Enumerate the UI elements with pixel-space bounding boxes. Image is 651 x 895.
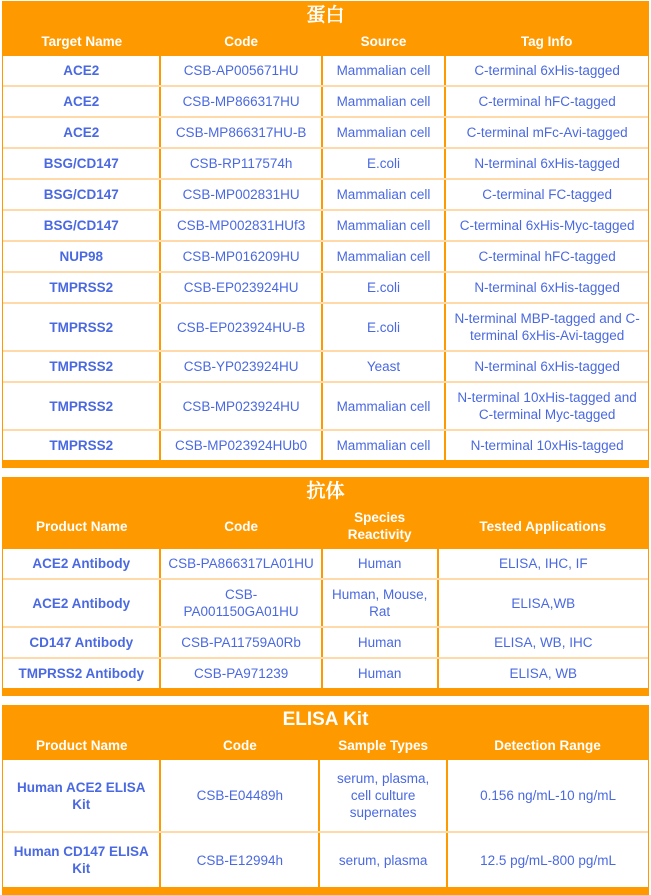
- column-header-tested-applications: Tested Applications: [479, 518, 607, 534]
- table-cell: C-terminal mFc-Avi-tagged: [445, 117, 648, 148]
- row-name-cell: ACE2: [3, 86, 160, 117]
- table-cell: Mammalian cell: [322, 430, 445, 460]
- antibody-table-title: 抗体: [306, 481, 345, 502]
- row-name-cell: ACE2 Antibody: [3, 579, 160, 627]
- table-row: [3, 86, 648, 117]
- elisa-kit-table-header-row: [3, 735, 648, 760]
- elisa-kit-table-title: ELISA Kit: [282, 709, 369, 730]
- column-header-sample-types: Sample Types: [338, 738, 429, 753]
- protein-table-header-row: [3, 31, 648, 56]
- table-cell: C-terminal FC-tagged: [445, 179, 648, 210]
- table-cell: CSB-MP866317HU: [160, 86, 321, 117]
- row-name-cell: CD147 Antibody: [3, 627, 160, 658]
- table-row: [3, 658, 648, 688]
- table-cell: Human: [322, 627, 438, 658]
- table-cell: CSB-EP023924HU: [160, 272, 321, 303]
- table-cell: CSB-MP866317HU-B: [160, 117, 321, 148]
- table-cell: serum, plasma: [319, 832, 447, 887]
- table-cell: 12.5 pg/mL-800 pg/mL: [447, 832, 648, 887]
- table-cell: Mammalian cell: [322, 382, 445, 430]
- table-cell: CSB-AP005671HU: [160, 56, 321, 86]
- table-cell: Mammalian cell: [322, 179, 445, 210]
- table-row: [3, 832, 648, 887]
- column-header-tag-info: Tag Info: [520, 34, 573, 49]
- table-cell: Human: [322, 658, 438, 688]
- table-row: [3, 241, 648, 272]
- protein-table-section: [2, 1, 649, 468]
- row-name-cell: ACE2: [3, 117, 160, 148]
- table-cell: CSB-PA001150GA01HU: [160, 579, 321, 627]
- table-row: [3, 579, 648, 627]
- table-cell: Human: [322, 549, 438, 579]
- column-header-product-name: Product Name: [35, 518, 128, 534]
- table-cell: 0.156 ng/mL-10 ng/mL: [447, 760, 648, 832]
- row-name-cell: BSG/CD147: [3, 210, 160, 241]
- table-cell: ELISA, WB: [438, 658, 648, 688]
- row-name-cell: Human ACE2 ELISA Kit: [3, 760, 160, 832]
- table-cell: C-terminal hFC-tagged: [445, 86, 648, 117]
- table-cell: CSB-PA971239: [160, 658, 321, 688]
- column-header-code: Code: [224, 518, 258, 534]
- row-name-cell: BSG/CD147: [3, 148, 160, 179]
- table-cell: N-terminal MBP-tagged and C-terminal 6xHis-Avi-tagged: [445, 303, 648, 351]
- table-cell: CSB-PA866317LA01HU: [160, 549, 321, 579]
- column-header-product-name: Product Name: [35, 738, 128, 753]
- row-name-cell: BSG/CD147: [3, 179, 160, 210]
- table-cell: E.coli: [322, 148, 445, 179]
- row-name-cell: NUP98: [3, 241, 160, 272]
- column-header-code: Code: [224, 34, 258, 49]
- table-cell: N-terminal 6xHis-tagged: [445, 272, 648, 303]
- table-cell: ELISA,WB: [438, 579, 648, 627]
- row-name-cell: TMPRSS2: [3, 303, 160, 351]
- row-name-cell: TMPRSS2: [3, 382, 160, 430]
- table-cell: N-terminal 6xHis-tagged: [445, 148, 648, 179]
- table-cell: CSB-MP002831HU: [160, 179, 321, 210]
- table-row: [3, 117, 648, 148]
- protein-table-title: 蛋白: [306, 5, 345, 26]
- antibody-table-header-row: [3, 507, 648, 549]
- table-cell: CSB-E12994h: [160, 832, 319, 887]
- table-cell: Mammalian cell: [322, 210, 445, 241]
- table-cell: Human, Mouse, Rat: [322, 579, 438, 627]
- table-cell: ELISA, WB, IHC: [438, 627, 648, 658]
- table-cell: N-terminal 6xHis-tagged: [445, 351, 648, 382]
- table-cell: C-terminal hFC-tagged: [445, 241, 648, 272]
- table-row: [3, 627, 648, 658]
- table-cell: E.coli: [322, 303, 445, 351]
- table-cell: CSB-PA11759A0Rb: [160, 627, 321, 658]
- row-name-cell: Human CD147 ELISA Kit: [3, 832, 160, 887]
- table-row: [3, 56, 648, 86]
- table-cell: Mammalian cell: [322, 241, 445, 272]
- table-cell: C-terminal 6xHis-tagged: [445, 56, 648, 86]
- table-cell: CSB-RP117574h: [160, 148, 321, 179]
- row-name-cell: TMPRSS2: [3, 430, 160, 460]
- table-row: [3, 430, 648, 460]
- table-row: [3, 760, 648, 832]
- table-cell: serum, plasma, cell culture supernates: [319, 760, 447, 832]
- antibody-table: [3, 507, 648, 688]
- row-name-cell: TMPRSS2 Antibody: [3, 658, 160, 688]
- table-cell: CSB-MP002831HUf3: [160, 210, 321, 241]
- table-row: [3, 303, 648, 351]
- table-cell: N-terminal 10xHis-tagged and C-terminal Myc-tagged: [445, 382, 648, 430]
- column-header-target-name: Target Name: [41, 34, 123, 49]
- table-cell: CSB-MP016209HU: [160, 241, 321, 272]
- antibody-table-section: [2, 477, 649, 696]
- table-row: [3, 272, 648, 303]
- protein-table: [3, 31, 648, 460]
- column-header-detection-range: Detection Range: [494, 738, 601, 753]
- row-name-cell: ACE2 Antibody: [3, 549, 160, 579]
- table-cell: Yeast: [322, 351, 445, 382]
- table-cell: CSB-MP023924HU: [160, 382, 321, 430]
- table-cell: Mammalian cell: [322, 56, 445, 86]
- table-cell: ELISA, IHC, IF: [438, 549, 648, 579]
- table-cell: CSB-EP023924HU-B: [160, 303, 321, 351]
- elisa-kit-table-section: [2, 705, 649, 895]
- table-cell: CSB-E04489h: [160, 760, 319, 832]
- table-row: [3, 382, 648, 430]
- column-header-source: Source: [360, 34, 407, 49]
- table-row: [3, 549, 648, 579]
- table-cell: CSB-MP023924HUb0: [160, 430, 321, 460]
- row-name-cell: TMPRSS2: [3, 351, 160, 382]
- elisa-kit-table: [3, 735, 648, 887]
- table-cell: E.coli: [322, 272, 445, 303]
- table-cell: N-terminal 10xHis-tagged: [445, 430, 648, 460]
- column-header-code: Code: [222, 738, 257, 753]
- table-cell: CSB-YP023924HU: [160, 351, 321, 382]
- table-cell: C-terminal 6xHis-Myc-tagged: [445, 210, 648, 241]
- table-row: [3, 179, 648, 210]
- table-cell: Mammalian cell: [322, 117, 445, 148]
- row-name-cell: ACE2: [3, 56, 160, 86]
- table-row: [3, 351, 648, 382]
- column-header-species-reactivity: Species Reactivity: [347, 510, 412, 542]
- table-cell: Mammalian cell: [322, 86, 445, 117]
- table-row: [3, 210, 648, 241]
- table-row: [3, 148, 648, 179]
- row-name-cell: TMPRSS2: [3, 272, 160, 303]
